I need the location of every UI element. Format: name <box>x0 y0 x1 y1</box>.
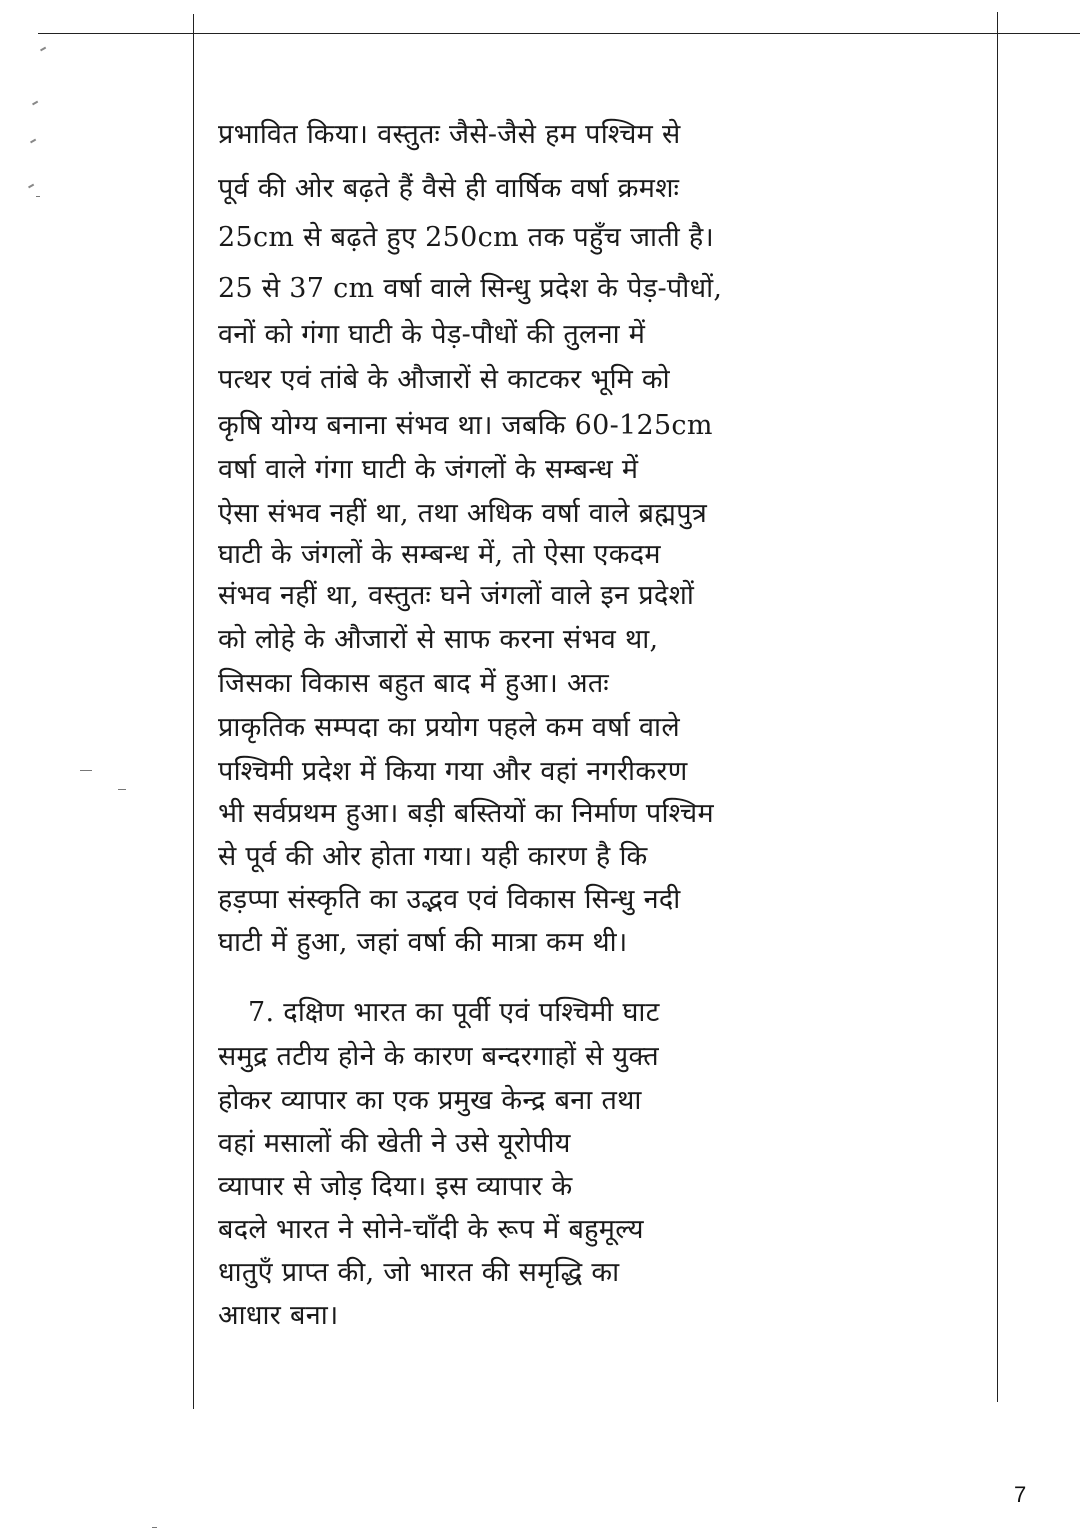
text-line: पत्थर एवं तांबे के औजारों से काटकर भूमि को <box>218 364 670 395</box>
text-line: आधार बना। <box>218 1300 339 1331</box>
text-line: होकर व्यापार का एक प्रमुख केन्द्र बना तथा <box>218 1085 642 1116</box>
text-line: पूर्व की ओर बढ़ते हैं वैसे ही वार्षिक वर्षा क्रमशः <box>218 173 680 204</box>
scan-speck <box>36 196 40 197</box>
text-line: 25 से 37 cm वर्षा वाले सिन्धु प्रदेश के पेड़-पौधों, <box>218 273 723 304</box>
text-line: बदले भारत ने सोने-चाँदी के रूप में बहुमूल्य <box>218 1214 644 1245</box>
text-line: हड़प्पा संस्कृति का उद्भव एवं विकास सिन्धु नदी <box>218 884 681 915</box>
text-line: वर्षा वाले गंगा घाटी के जंगलों के सम्बन्ध में <box>218 454 639 485</box>
text-line: को लोहे के औजारों से साफ करना संभव था, <box>218 624 659 655</box>
text-line: ऐसा संभव नहीं था, तथा अधिक वर्षा वाले ब्रह्मपुत्र <box>218 498 708 529</box>
text-line: वहां मसालों की खेती ने उसे यूरोपीय <box>218 1128 571 1159</box>
question-7-line: 7. दक्षिण भारत का पूर्वी एवं पश्चिमी घाट <box>248 997 660 1028</box>
text-line: भी सर्वप्रथम हुआ। बड़ी बस्तियों का निर्माण पश्चिम <box>218 798 714 829</box>
text-line: कृषि योग्य बनाना संभव था। जबकि 60-125cm <box>218 410 713 441</box>
scan-speck <box>30 139 36 143</box>
right-margin-rule <box>997 12 998 1402</box>
text-line: घाटी के जंगलों के सम्बन्ध में, तो ऐसा एकदम <box>218 539 661 570</box>
text-line: प्रभावित किया। वस्तुतः जैसे-जैसे हम पश्चिम से <box>218 119 681 150</box>
scan-speck <box>28 184 34 188</box>
left-margin-rule <box>193 14 194 1409</box>
text-line: जिसका विकास बहुत बाद में हुआ। अतः <box>218 668 610 699</box>
text-line: वनों को गंगा घाटी के पेड़-पौधों की तुलना में <box>218 319 646 350</box>
scan-speck <box>118 789 126 790</box>
scan-speck <box>32 101 38 105</box>
text-line: धातुएँ प्राप्त की, जो भारत की समृद्धि का <box>218 1257 620 1288</box>
page-number: 7 <box>1014 1482 1027 1507</box>
text-line: प्राकृतिक सम्पदा का प्रयोग पहले कम वर्षा वाले <box>218 712 680 743</box>
top-margin-rule <box>38 33 1080 34</box>
text-line: संभव नहीं था, वस्तुतः घने जंगलों वाले इन प्रदेशों <box>218 580 695 611</box>
scan-speck <box>80 770 92 771</box>
scan-speck <box>40 47 46 51</box>
text-line: घाटी में हुआ, जहां वर्षा की मात्रा कम थी। <box>218 927 628 958</box>
scan-speck <box>152 1527 157 1528</box>
text-line: व्यापार से जोड़ दिया। इस व्यापार के <box>218 1171 573 1202</box>
text-line: समुद्र तटीय होने के कारण बन्दरगाहों से युक्त <box>218 1041 659 1072</box>
text-line: 25cm से बढ़ते हुए 250cm तक पहुँच जाती है। <box>218 222 715 253</box>
text-line: से पूर्व की ओर होता गया। यही कारण है कि <box>218 841 648 872</box>
text-line: पश्चिमी प्रदेश में किया गया और वहां नगरीकरण <box>218 756 688 787</box>
